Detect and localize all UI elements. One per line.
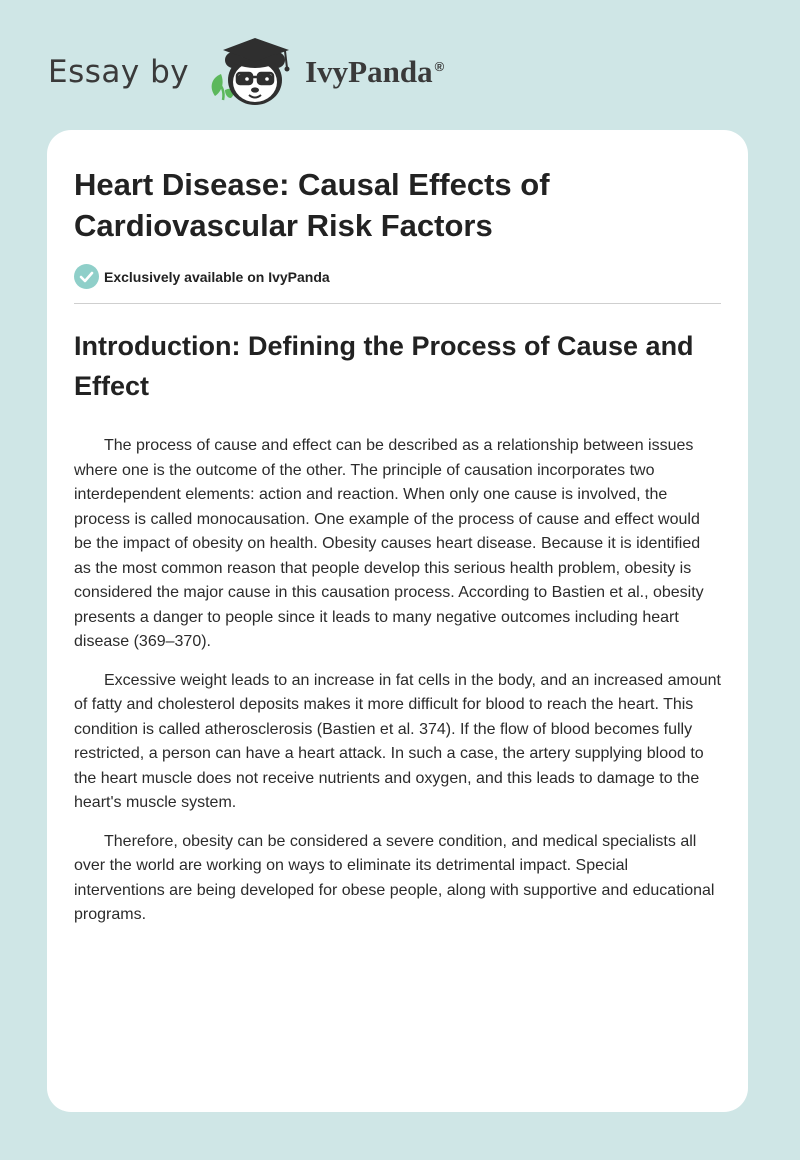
title-divider [74, 303, 721, 304]
brand-name[interactable] [305, 54, 444, 90]
paragraph: Therefore, obesity can be considered a severe condition, and medical specialists all over the world are working on ways to eliminate its detrimental impact. Special interventions are being developed for obese people, along with supportive and educational programs. [74, 832, 715, 923]
essay-by-label: Essay by [48, 54, 190, 90]
brand-name-text: IvyPanda [305, 54, 433, 89]
check-circle-icon [74, 264, 99, 289]
essay-card [47, 130, 748, 1112]
registered-mark: ® [434, 58, 445, 74]
panda-graduate-logo-icon[interactable] [203, 34, 303, 110]
site-header [48, 34, 444, 110]
section-heading: Introduction: Defining the Process of Cause and Effect [74, 331, 694, 401]
paragraph: The process of cause and effect can be described as a relationship between issues where one is the outcome of the other. The principle of causation incorporates two interdependent elements: action and reaction. When only one cause is involved, the process is called monocausation. One example of the process of cause and effect would be the impact of obesity on health. Obesity causes heart disease. Because it is identified as the most common reason that people develop this serious health problem, obesity is considered the major cause in this causation process. According to Bastien et al., obesity presents a danger to people since it leads to many negative outcomes including heart disease (369–370). [74, 437, 704, 650]
exclusive-badge-label: Exclusively available on IvyPanda [104, 268, 330, 285]
exclusive-badge [74, 264, 721, 289]
paragraph: Excessive weight leads to an increase in fat cells in the body, and an increased amount of fatty and cholesterol deposits makes it more difficult for blood to reach the heart. This condition is called atherosclerosis (Bastien et al. 374). If the flow of blood becomes fully restricted, a person can have a heart attack. In such a case, the artery supplying blood to the heart muscle does not receive nutrients and oxygen, and this leads to damage to the heart's muscle system. [74, 671, 721, 811]
essay-title: Heart Disease: Causal Effects of Cardiovascular Risk Factors [74, 167, 550, 243]
